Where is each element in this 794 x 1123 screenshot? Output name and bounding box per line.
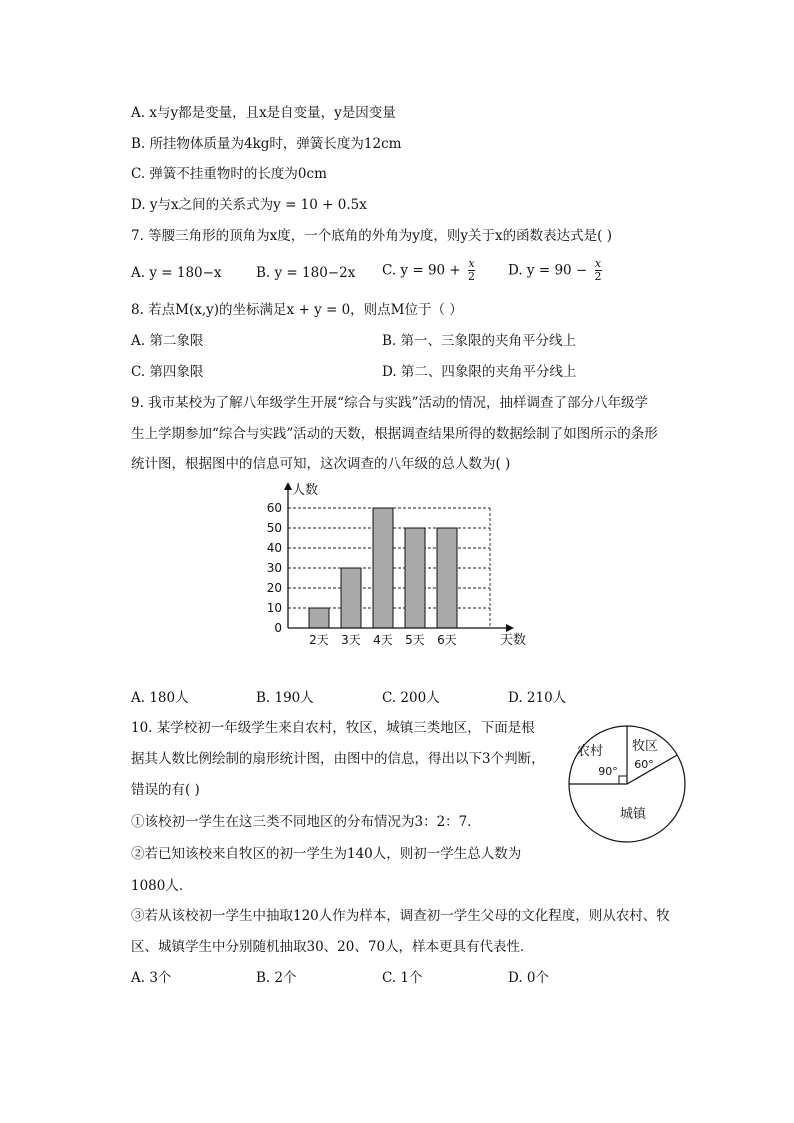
y-tick-label: 40 bbox=[266, 541, 282, 555]
y-tick-label: 50 bbox=[266, 521, 282, 535]
q7-option-c-frac-den: 2 bbox=[468, 270, 476, 283]
x-tick-label: 3天 bbox=[341, 633, 361, 647]
bar bbox=[341, 568, 361, 628]
pie-angle-rural: 90° bbox=[598, 765, 618, 778]
q9-option-a: A. 180人 bbox=[131, 690, 189, 706]
q10-statement-1: ①该校初一学生在这三类不同地区的分布情况为3：2：7． bbox=[131, 814, 481, 830]
q8-option-a: A. 第二象限 bbox=[131, 333, 204, 349]
pie-angle-pastoral: 60° bbox=[634, 758, 654, 771]
q7-option-c-prefix: C. y = 90 + bbox=[382, 262, 461, 279]
q7-option-a: A. y = 180−x bbox=[131, 265, 222, 281]
bar bbox=[437, 528, 457, 628]
bar bbox=[373, 508, 393, 628]
q8-option-d: D. 第二、四象限的夹角平分线上 bbox=[382, 364, 577, 380]
q10-option-a: A. 3个 bbox=[131, 970, 172, 986]
bar-chart bbox=[250, 478, 550, 653]
pie-label-rural: 农村 bbox=[576, 744, 604, 759]
x-tick-label: 5天 bbox=[405, 633, 425, 647]
q6-option-c: C. 弹簧不挂重物时的长度为0cm bbox=[131, 166, 327, 182]
q8-stem: 8. 若点M(x,y)的坐标满足x + y = 0，则点M位于（ ） bbox=[131, 302, 463, 318]
q9-stem-line1: 9. 我市某校为了解八年级学生开展“综合与实践”活动的情况，抽样调查了部分八年级学 bbox=[131, 395, 648, 411]
q9-stem-line3: 统计图，根据图中的信息可知，这次调查的八年级的总人数为( ) bbox=[131, 456, 511, 472]
y-tick-label: 0 bbox=[274, 621, 282, 635]
q7-option-c-frac-num: x bbox=[468, 257, 475, 270]
q10-stem-line1: 10. 某学校初一年级学生来自农村，牧区，城镇三类地区，下面是根 bbox=[131, 720, 535, 736]
y-tick-label: 20 bbox=[266, 581, 282, 595]
x-axis-arrow bbox=[506, 624, 514, 632]
pie-label-pastoral: 牧区 bbox=[631, 739, 659, 754]
q7-stem: 7. 等腰三角形的顶角为x度，一个底角的外角为y度，则y关于x的函数表达式是( ) bbox=[131, 228, 612, 244]
q10-option-c: C. 1个 bbox=[382, 970, 423, 986]
q7-option-d-frac-num: x bbox=[594, 257, 602, 270]
x-tick-label: 6天 bbox=[437, 633, 457, 647]
q8-option-b: B. 第一、三象限的夹角平分线上 bbox=[382, 333, 577, 349]
q6-option-a: A. x与y都是变量，且x是自变量，y是因变量 bbox=[131, 105, 396, 121]
q9-stem-line2: 生上学期参加“综合与实践”活动的天数，根据调查结果所得的数据绘制了如图所示的条形 bbox=[131, 426, 658, 442]
pie-label-town: 城镇 bbox=[619, 807, 647, 822]
q10-option-d: D. 0个 bbox=[508, 970, 550, 986]
q10-statement-3a: ③若从该校初一学生中抽取120人作为样本，调查初一学生父母的文化程度，则从农村、牧 bbox=[131, 908, 670, 924]
q9-option-d: D. 210人 bbox=[508, 690, 567, 706]
q10-stem-line2: 据其人数比例绘制的扇形统计图，由图中的信息，得出以下3个判断， bbox=[131, 751, 545, 767]
q6-option-d: D. y与x之间的关系式为y = 10 + 0.5x bbox=[131, 197, 367, 213]
y-tick-label: 60 bbox=[266, 501, 282, 515]
q10-statement-3b: 区、城镇学生中分别随机抽取30、20、70人，样本更具有代表性． bbox=[131, 939, 534, 955]
x-axis-label: 天数 bbox=[500, 633, 527, 648]
bar bbox=[405, 528, 425, 628]
y-axis-arrow bbox=[284, 482, 292, 490]
q7-option-d-prefix: D. y = 90 − bbox=[508, 262, 588, 279]
q7-option-b: B. y = 180−2x bbox=[256, 265, 356, 281]
bar bbox=[309, 608, 329, 628]
q6-option-b: B. 所挂物体质量为4kg时，弹簧长度为12cm bbox=[131, 136, 402, 152]
y-tick-label: 10 bbox=[266, 601, 282, 615]
y-tick-label: 30 bbox=[266, 561, 282, 575]
q8-option-c: C. 第四象限 bbox=[131, 364, 204, 380]
x-tick-label: 4天 bbox=[373, 633, 393, 647]
q10-statement-2a: ②若已知该校来自牧区的初一学生为140人，则初一学生总人数为 bbox=[131, 846, 522, 862]
q10-stem-line3: 错误的有( ) bbox=[131, 782, 200, 798]
pie-chart bbox=[565, 722, 690, 847]
q7-option-d-frac-den: 2 bbox=[594, 270, 602, 283]
x-tick-label: 2天 bbox=[309, 633, 329, 647]
q10-statement-2b: 1080人． bbox=[131, 878, 193, 894]
q9-option-c: C. 200人 bbox=[382, 690, 440, 706]
y-axis-label: 人数 bbox=[292, 483, 319, 498]
q10-option-b: B. 2个 bbox=[256, 970, 297, 986]
q7-option-d bbox=[508, 258, 602, 283]
q9-option-b: B. 190人 bbox=[256, 690, 314, 706]
q7-option-c bbox=[382, 258, 475, 283]
